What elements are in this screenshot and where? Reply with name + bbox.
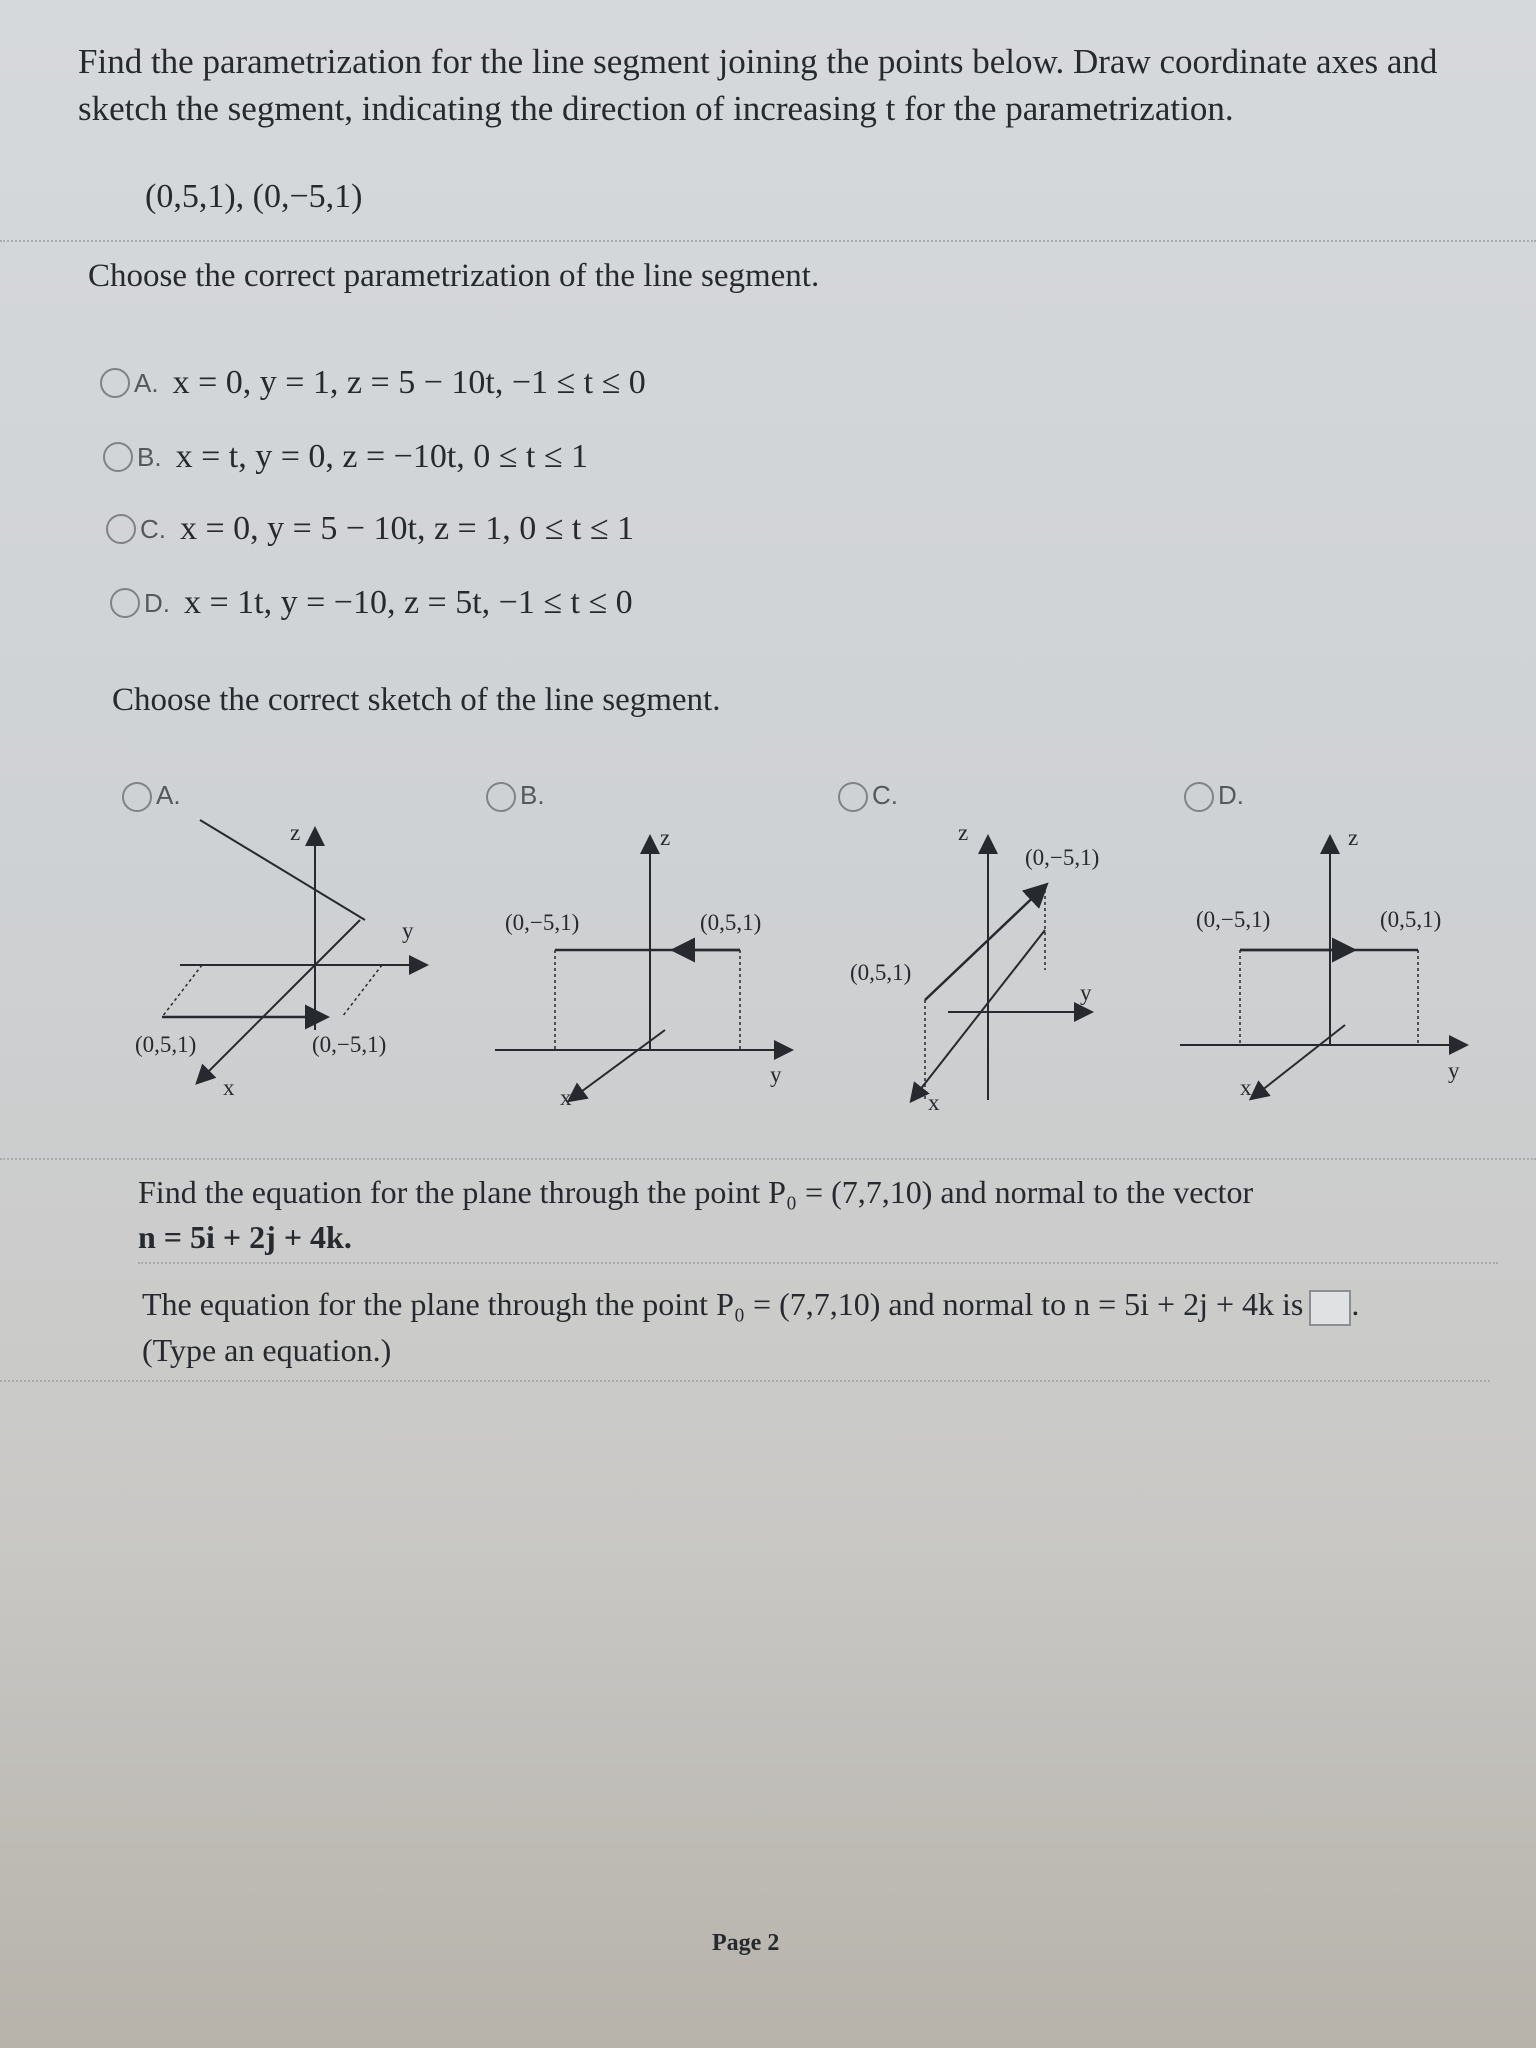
radio-icon[interactable] — [103, 442, 133, 472]
sketch-option-c[interactable] — [838, 780, 898, 812]
question1-points: (0,5,1), (0,−5,1) — [145, 178, 363, 215]
sketch-option-b[interactable] — [486, 780, 545, 812]
sketch-b-diagram[interactable] — [490, 820, 820, 1120]
option-equation: x = 1t, y = −10, z = 5t, −1 ≤ t ≤ 0 — [184, 584, 633, 622]
radio-icon[interactable] — [106, 514, 136, 544]
x-axis — [912, 930, 1045, 1100]
radio-icon[interactable] — [1184, 782, 1214, 812]
y-label: y — [770, 1062, 782, 1087]
radio-icon[interactable] — [100, 368, 130, 398]
radio-icon[interactable] — [486, 782, 516, 812]
sketch-option-d[interactable] — [1184, 780, 1244, 812]
option-letter: B. — [520, 780, 545, 810]
option-letter: D. — [1218, 780, 1244, 810]
option-letter: A. — [134, 367, 159, 398]
point-label-start: (0,−5,1) — [1196, 907, 1271, 932]
y-label: y — [402, 918, 414, 943]
x-label: x — [560, 1085, 572, 1110]
point-label-end: (0,5,1) — [1380, 907, 1442, 932]
question2-prompt-line1: Find the equation for the plane through the point P₀ = (7,7,10) and normal to the vector — [138, 1174, 1254, 1210]
question1-prompt: Find the parametrization for the line segment joining the points below. Draw coordinate axes and sketch the segment, indicating the direction of increasing t for the parametrization. — [78, 42, 1438, 128]
option-letter: B. — [137, 441, 162, 472]
option-equation: x = t, y = 0, z = −10t, 0 ≤ t ≤ 1 — [175, 438, 589, 476]
segment-arrow — [925, 886, 1045, 1000]
point-label-bottom: (0,5,1) — [850, 960, 912, 985]
point-label-start: (0,5,1) — [135, 1032, 197, 1057]
sketch-instruction: Choose the correct sketch of the line segment. — [112, 682, 721, 718]
x-label: x — [928, 1090, 940, 1115]
option-equation: x = 0, y = 5 − 10t, z = 1, 0 ≤ t ≤ 1 — [180, 510, 635, 548]
x-axis — [198, 920, 360, 1082]
x-axis — [1252, 1025, 1345, 1098]
divider — [138, 1262, 1498, 1264]
question2-answer-hint: (Type an equation.) — [142, 1332, 392, 1368]
question2-answer-line — [142, 1282, 1359, 1326]
guide-line — [162, 965, 202, 1017]
z-label: z — [290, 820, 301, 845]
x-axis-upper — [200, 820, 365, 920]
option-letter: C. — [872, 780, 898, 810]
y-label: y — [1080, 980, 1092, 1005]
parametrization-instruction: Choose the correct parametrization of the line segment. — [88, 258, 820, 294]
divider — [0, 1380, 1490, 1382]
equation-answer-input[interactable] — [1309, 1290, 1351, 1326]
option-letter: C. — [140, 513, 166, 544]
param-option-a[interactable] — [100, 362, 646, 402]
x-label: x — [223, 1075, 235, 1100]
sketch-a-diagram[interactable] — [120, 820, 450, 1110]
sketch-option-a[interactable] — [122, 780, 181, 812]
sketch-c-diagram[interactable] — [840, 820, 1140, 1120]
option-letter: D. — [144, 587, 170, 618]
z-label: z — [660, 825, 671, 850]
divider — [0, 1158, 1536, 1160]
point-label-end: (0,5,1) — [700, 910, 762, 935]
answer-prompt: The equation for the plane through the point P₀ = (7,7,10) and normal to n = 5i + 2j + 4k is — [142, 1286, 1304, 1322]
param-option-b[interactable] — [103, 436, 588, 476]
radio-icon[interactable] — [122, 782, 152, 812]
param-option-d[interactable] — [110, 582, 633, 622]
sketch-d-diagram[interactable] — [1180, 820, 1480, 1120]
param-option-c[interactable] — [106, 508, 634, 548]
point-label-end: (0,−5,1) — [312, 1032, 387, 1057]
x-axis — [570, 1030, 665, 1100]
page-number: Page 2 — [712, 1930, 780, 1956]
option-letter: A. — [156, 780, 181, 810]
option-equation: x = 0, y = 1, z = 5 − 10t, −1 ≤ t ≤ 0 — [172, 364, 646, 402]
y-label: y — [1448, 1058, 1460, 1083]
x-label: x — [1240, 1075, 1252, 1100]
point-label-top: (0,−5,1) — [1025, 845, 1100, 870]
z-label: z — [1348, 825, 1359, 850]
radio-icon[interactable] — [110, 588, 140, 618]
point-label-start: (0,−5,1) — [505, 910, 580, 935]
divider — [0, 240, 1536, 242]
guide-line — [342, 965, 382, 1017]
period: . — [1351, 1286, 1360, 1322]
z-label: z — [958, 820, 969, 845]
question2-prompt-line2: n = 5i + 2j + 4k. — [138, 1219, 352, 1255]
radio-icon[interactable] — [838, 782, 868, 812]
